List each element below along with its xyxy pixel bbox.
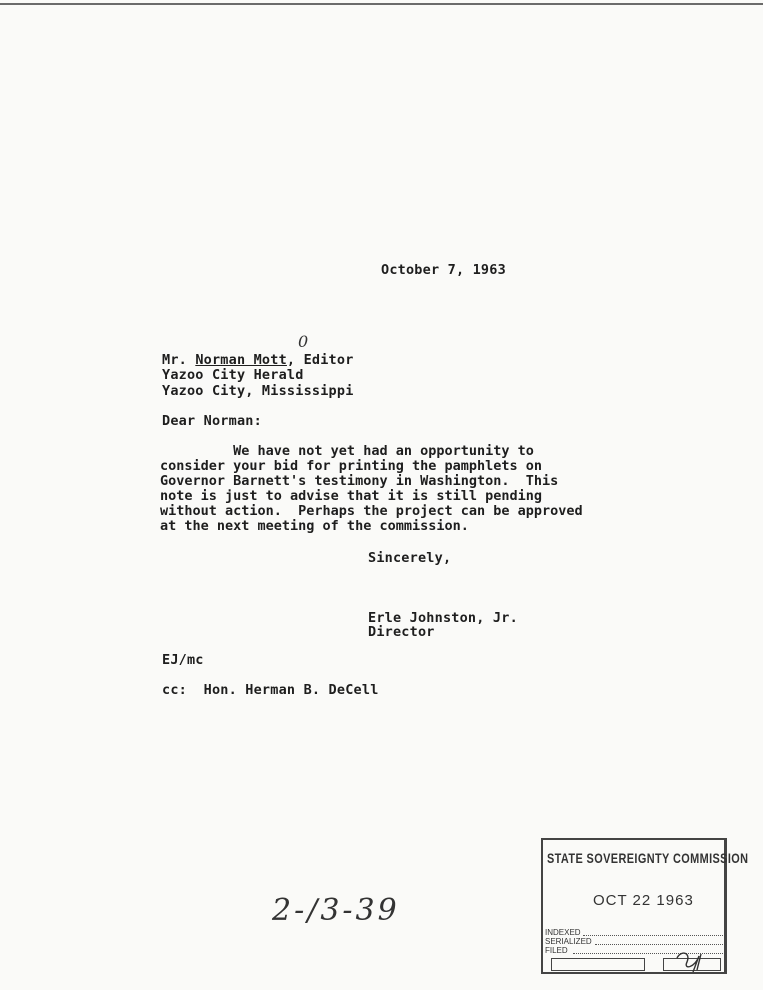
stamp-row-filed: FILED (545, 946, 568, 955)
signer-title: Director (368, 624, 435, 640)
salutation: Dear Norman: (162, 413, 262, 429)
letter-date: October 7, 1963 (381, 262, 506, 278)
recipient-prefix: Mr. (162, 352, 196, 368)
cc-line: cc: Hon. Herman B. DeCell (162, 682, 379, 698)
recipient-line-1 (162, 353, 354, 368)
stamp-row-indexed: INDEXED (545, 928, 581, 937)
recipient-line-3: Yazoo City, Mississippi (162, 383, 354, 399)
stamp-dotted-line (583, 935, 723, 936)
stamp-handwritten-scribble (671, 944, 715, 974)
body-line: consider your bid for printing the pamphlets on (160, 458, 543, 474)
top-edge-line (0, 3, 763, 5)
signer-name: Erle Johnston, Jr. (368, 610, 518, 626)
closing: Sincerely, (368, 550, 452, 566)
body-line: without action. Perhaps the project can be approved (160, 503, 583, 519)
stamp-date: OCT 22 1963 (593, 892, 694, 909)
handwritten-file-number: 2-/3-39 (272, 893, 400, 928)
body-line: Governor Barnett's testimony in Washington. This (160, 473, 559, 489)
stamp-title: STATE SOVEREIGNTY COMMISSION (547, 850, 749, 866)
recipient-suffix: , Editor (286, 352, 354, 368)
body-line: note is just to advise that it is still pending (160, 488, 543, 504)
initials: EJ/mc (162, 652, 204, 668)
body-line: at the next meeting of the commission. (160, 518, 469, 534)
handwritten-mark: 0 (298, 332, 309, 351)
stamp-box (551, 958, 645, 971)
recipient-name: Norman Mott (195, 352, 287, 368)
body-line: We have not yet had an opportunity to (160, 443, 534, 459)
stamp-row-serialized: SERIALIZED (545, 937, 592, 946)
received-stamp (541, 838, 749, 974)
recipient-line-2: Yazoo City Herald (162, 367, 304, 383)
